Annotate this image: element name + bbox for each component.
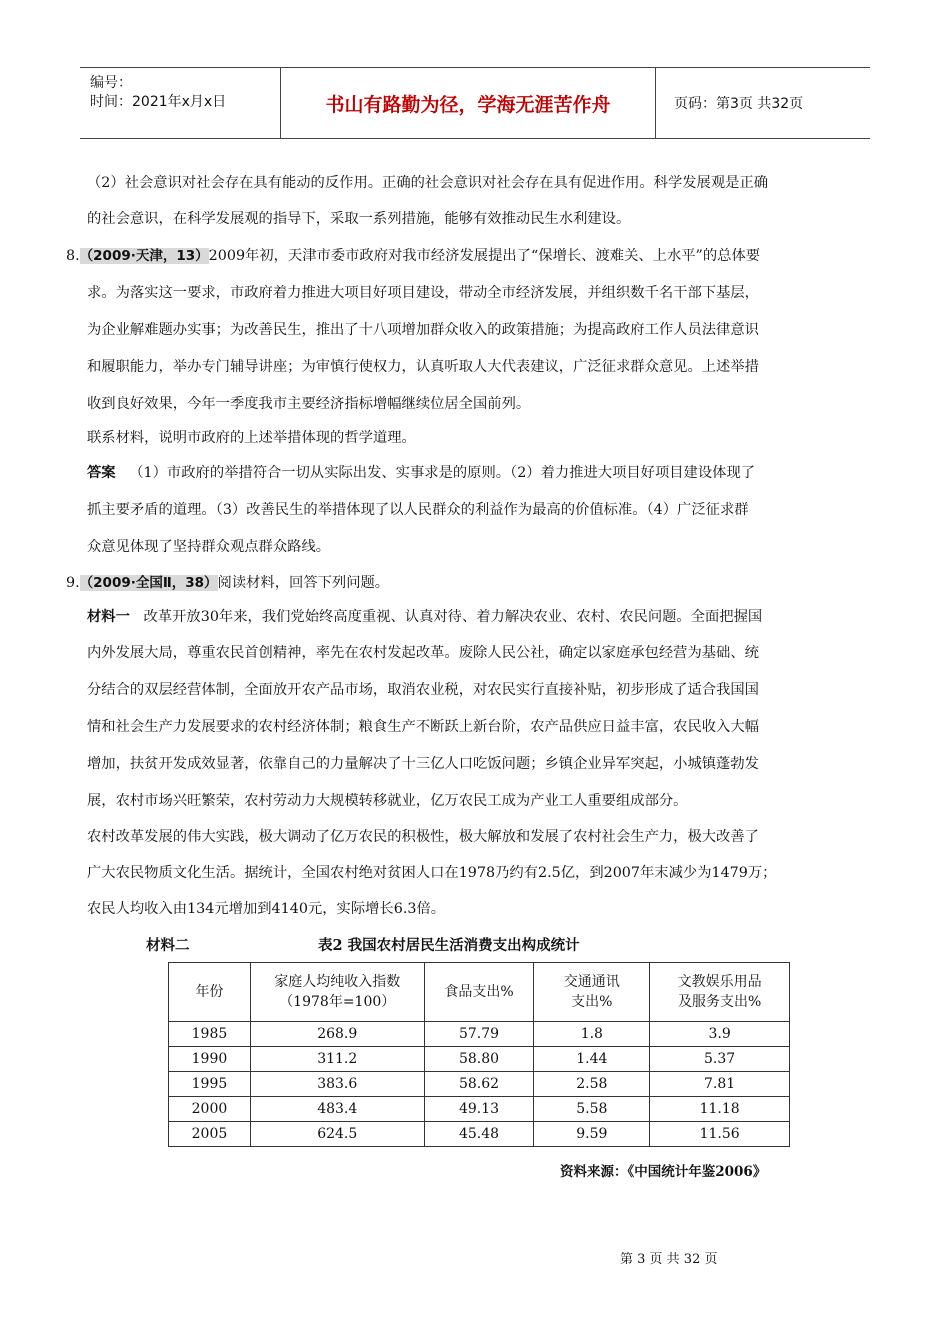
cell-transport: 9.59 — [534, 1122, 650, 1147]
cell-education: 7.81 — [650, 1072, 790, 1097]
q8-line-4: 和履职能力，举办专门辅导讲座；为审慎行使权力，认真听取人大代表建议，广泛征求群众意见。上述举措 — [87, 359, 759, 375]
cell-education: 11.18 — [650, 1097, 790, 1122]
q8-line-3: 为企业解难题办实事；为改善民生，推出了十八项增加群众收入的政策措施；为提高政府工作人员法律意识 — [87, 322, 759, 338]
cell-food: 49.13 — [424, 1097, 534, 1122]
q8-answer-line-1 — [87, 462, 755, 482]
header-meta — [80, 68, 281, 138]
table-header-row — [169, 963, 790, 1022]
body-line-1: （2）社会意识对社会存在具有能动的反作用。正确的社会意识对社会存在具有促进作用。科学发展观是正确 — [87, 175, 769, 191]
cell-year: 2005 — [169, 1122, 251, 1147]
q9-material1-line-1 — [87, 606, 762, 626]
cell-food: 58.80 — [424, 1047, 534, 1072]
cell-transport: 1.44 — [534, 1047, 650, 1072]
cell-transport: 2.58 — [534, 1072, 650, 1097]
cell-year: 1995 — [169, 1072, 251, 1097]
cell-income-index: 383.6 — [250, 1072, 424, 1097]
doc-date: 时间：2021年x月x日 — [90, 94, 227, 110]
q9-material1-line-7: 农村改革发展的伟大实践，极大调动了亿万农民的积极性，极大解放和发展了农村社会生产力，极大改善了 — [87, 829, 759, 845]
q9-material1-text-1: 改革开放30年来，我们党始终高度重视、认真对待、着力解决农业、农村、农民问题。全面把握国 — [143, 609, 763, 625]
cell-year: 1990 — [169, 1047, 251, 1072]
doc-number: 编号： — [90, 75, 132, 91]
col-header-year: 年份 — [169, 963, 251, 1022]
cell-transport: 5.58 — [534, 1097, 650, 1122]
cell-education: 5.37 — [650, 1047, 790, 1072]
cell-transport: 1.8 — [534, 1022, 650, 1047]
cell-year: 2000 — [169, 1097, 251, 1122]
table-row — [169, 1097, 790, 1122]
q8-text-1: 2009年初，天津市委市政府对我市经济发展提出了“保增长、渡难关、上水平”的总体要 — [208, 248, 761, 264]
q8-line-5: 收到良好效果，今年一季度我市主要经济指标增幅继续位居全国前列。 — [87, 396, 531, 412]
header-motto: 书山有路勤为径，学海无涯苦作舟 — [281, 68, 656, 138]
consumption-table — [168, 962, 790, 1147]
cell-year: 1985 — [169, 1022, 251, 1047]
q8-line-1 — [66, 244, 760, 265]
table-row — [169, 1122, 790, 1147]
cell-income-index: 624.5 — [250, 1122, 424, 1147]
q9-material1-line-3: 分结合的双层经营体制，全面放开农产品市场，取消农业税，对农民实行直接补贴，初步形成了适合我国国 — [87, 682, 759, 698]
q9-material2-label: 材料二 — [146, 937, 190, 954]
q9-number: 9. — [66, 575, 80, 591]
q9-material1-line-5: 增加，扶贫开发成效显著，依靠自己的力量解决了十三亿人口吃饭问题；乡镇企业异军突起，小城镇蓬勃发 — [87, 756, 759, 772]
q9-material1-line-8: 广大农民物质文化生活。据统计，全国农村绝对贫困人口在1978乃约有2.5亿，到2007年末减少为1479万； — [87, 865, 777, 881]
q9-material1-label: 材料一 — [87, 609, 130, 625]
q9-material1-line-2: 内外发展大局，尊重农民首创精神，率先在农村发起改革。废除人民公社，确定以家庭承包经营为基础、统 — [87, 645, 759, 661]
q8-answer-label: 答案 — [87, 465, 116, 481]
page-footer: 第 3 页 共 32 页 — [620, 1252, 718, 1267]
col-header-education: 文教娱乐用品 及服务支出% — [650, 963, 790, 1022]
q8-answer-text-1: （1）市政府的举措符合一切从实际出发、实事求是的原则。（2）着力推进大项目好项目建设体现了 — [129, 465, 756, 481]
q8-answer-line-2: 抓主要矛盾的道理。（3）改善民生的举措体现了以人民群众的利益作为最高的价值标准。（4）广泛征求群 — [87, 502, 749, 518]
cell-food: 57.79 — [424, 1022, 534, 1047]
table-row — [169, 1047, 790, 1072]
cell-food: 58.62 — [424, 1072, 534, 1097]
cell-income-index: 268.9 — [250, 1022, 424, 1047]
q8-source: （2009·天津，13） — [79, 248, 209, 264]
q8-line-2: 求。为落实这一要求，市政府着力推进大项目好项目建设，带动全市经济发展，并组织数千名干部下基层， — [87, 285, 759, 301]
q9-material1-line-6: 展，农村市场兴旺繁荣，农村劳动力大规模转移就业，亿万农民工成为产业工人重要组成部分。 — [87, 793, 688, 809]
q9-intro: 阅读材料，回答下列问题。 — [217, 575, 390, 591]
q9-material1-line-4: 情和社会生产力发展要求的农村经济体制；粮食生产不断跃上新台阶，农产品供应日益丰富，农民收入大幅 — [87, 719, 759, 735]
cell-income-index: 483.4 — [250, 1097, 424, 1122]
col-header-income-index: 家庭人均纯收入指数 （1978年=100） — [250, 963, 424, 1022]
q8-answer-line-3: 众意见体现了坚持群众观点群众路线。 — [87, 539, 331, 555]
table-row — [169, 1022, 790, 1047]
table-source: 资料来源：《中国统计年鉴2006》 — [560, 1164, 767, 1180]
body-line-2: 的社会意识，在科学发展观的指导下，采取一系列措施，能够有效推动民生水利建设。 — [87, 211, 631, 227]
page-info-text: 页码：第3页 共32页 — [674, 96, 804, 112]
page-header — [80, 67, 870, 139]
cell-education: 11.56 — [650, 1122, 790, 1147]
header-page-info — [666, 68, 870, 138]
q9-line-1 — [66, 571, 389, 592]
col-header-transport: 交通通讯 支出% — [534, 963, 650, 1022]
cell-education: 3.9 — [650, 1022, 790, 1047]
col-header-food: 食品支出% — [424, 963, 534, 1022]
cell-food: 45.48 — [424, 1122, 534, 1147]
q8-line-6: 联系材料，说明市政府的上述举措体现的哲学道理。 — [87, 430, 416, 446]
cell-income-index: 311.2 — [250, 1047, 424, 1072]
q8-number: 8. — [66, 248, 80, 264]
q9-material1-line-9: 农民人均收入由134元增加到4140元，实际增长6.3倍。 — [87, 901, 446, 917]
q9-source: （2009·全国Ⅱ，38） — [79, 575, 218, 591]
table-title: 表2 我国农村居民生活消费支出构成统计 — [318, 937, 580, 954]
table-row — [169, 1072, 790, 1097]
